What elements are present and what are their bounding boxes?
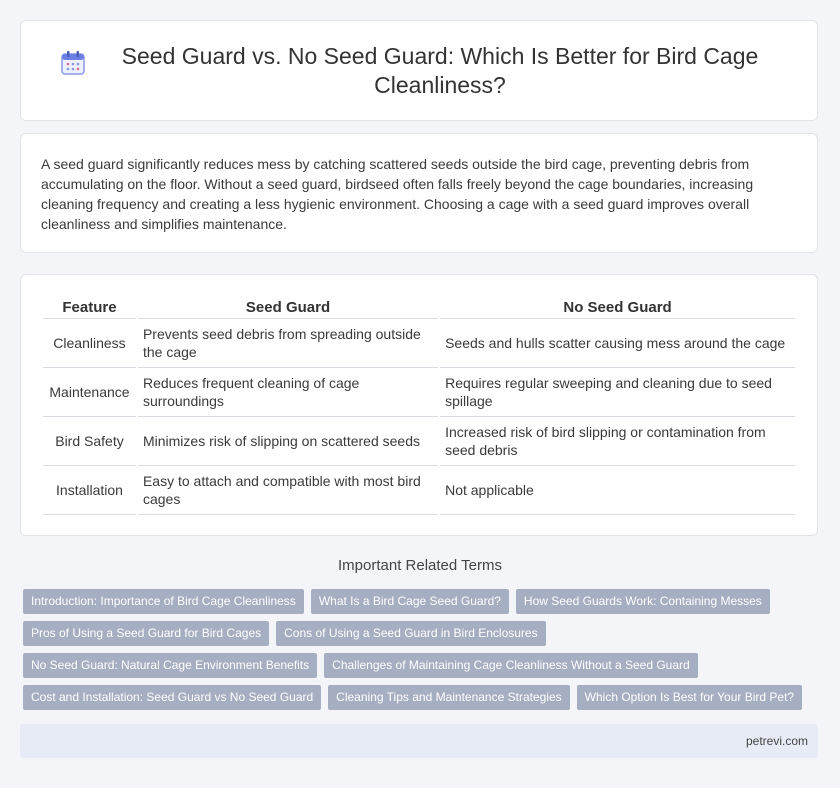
title-wrap	[59, 42, 779, 100]
tag-row	[23, 685, 823, 710]
comparison-table	[41, 297, 797, 515]
related-term-tag[interactable]: What Is a Bird Cage Seed Guard?	[311, 589, 509, 614]
related-term-tag[interactable]: How Seed Guards Work: Containing Messes	[516, 589, 770, 614]
no-seed-guard-cell: Not applicable	[440, 466, 795, 515]
table-row	[43, 319, 795, 368]
no-seed-guard-cell: Increased risk of bird slipping or contamination from seed debris	[440, 417, 795, 466]
feature-cell: Maintenance	[43, 368, 136, 417]
tag-row	[23, 621, 823, 646]
related-term-tag[interactable]: Which Option Is Best for Your Bird Pet?	[577, 685, 802, 710]
column-header-no-seed-guard: No Seed Guard	[440, 297, 795, 319]
page-title: Seed Guard vs. No Seed Guard: Which Is Better for Bird Cage Cleanliness?	[121, 42, 759, 98]
related-term-tag[interactable]: Introduction: Importance of Bird Cage Cleanliness	[23, 589, 304, 614]
related-term-tag[interactable]: Pros of Using a Seed Guard for Bird Cages	[23, 621, 269, 646]
seed-guard-cell: Easy to attach and compatible with most bird cages	[138, 466, 438, 515]
tag-row	[23, 653, 823, 678]
footer	[20, 724, 818, 758]
related-terms-heading: Important Related Terms	[338, 557, 502, 574]
related-terms-list	[23, 589, 823, 717]
tag-row	[23, 589, 823, 614]
feature-cell: Installation	[43, 466, 136, 515]
column-header-feature: Feature	[43, 297, 136, 319]
summary-text: A seed guard significantly reduces mess by catching scattered seeds outside the bird cage, preventing debris from accumulating on the floor. Without a seed guard, birdseed often falls freely beyond the cage boundaries, increasing cleaning frequency and creating a less hygienic environment. Choosing a cage with a seed guard improves overall cleanliness and simplifies maintenance.	[41, 156, 754, 232]
related-term-tag[interactable]: No Seed Guard: Natural Cage Environment Benefits	[23, 653, 317, 678]
table-row	[43, 466, 795, 515]
related-term-tag[interactable]: Cons of Using a Seed Guard in Bird Enclosures	[276, 621, 545, 646]
column-header-seed-guard: Seed Guard	[138, 297, 438, 319]
table-row	[43, 368, 795, 417]
table-header-row	[43, 297, 795, 319]
feature-cell: Cleanliness	[43, 319, 136, 368]
seed-guard-cell: Minimizes risk of slipping on scattered seeds	[138, 417, 438, 466]
feature-cell: Bird Safety	[43, 417, 136, 466]
related-term-tag[interactable]: Challenges of Maintaining Cage Cleanliness Without a Seed Guard	[324, 653, 698, 678]
summary-card	[20, 133, 818, 253]
calendar-icon	[59, 49, 87, 77]
title-card	[20, 20, 818, 121]
no-seed-guard-cell: Seeds and hulls scatter causing mess around the cage	[440, 319, 795, 368]
no-seed-guard-cell: Requires regular sweeping and cleaning due to seed spillage	[440, 368, 795, 417]
related-term-tag[interactable]: Cleaning Tips and Maintenance Strategies	[328, 685, 569, 710]
table-row	[43, 417, 795, 466]
footer-site-link[interactable]: petrevi.com	[745, 734, 808, 748]
related-term-tag[interactable]: Cost and Installation: Seed Guard vs No Seed Guard	[23, 685, 321, 710]
seed-guard-cell: Reduces frequent cleaning of cage surroundings	[138, 368, 438, 417]
seed-guard-cell: Prevents seed debris from spreading outside the cage	[138, 319, 438, 368]
comparison-table-card	[20, 274, 818, 536]
